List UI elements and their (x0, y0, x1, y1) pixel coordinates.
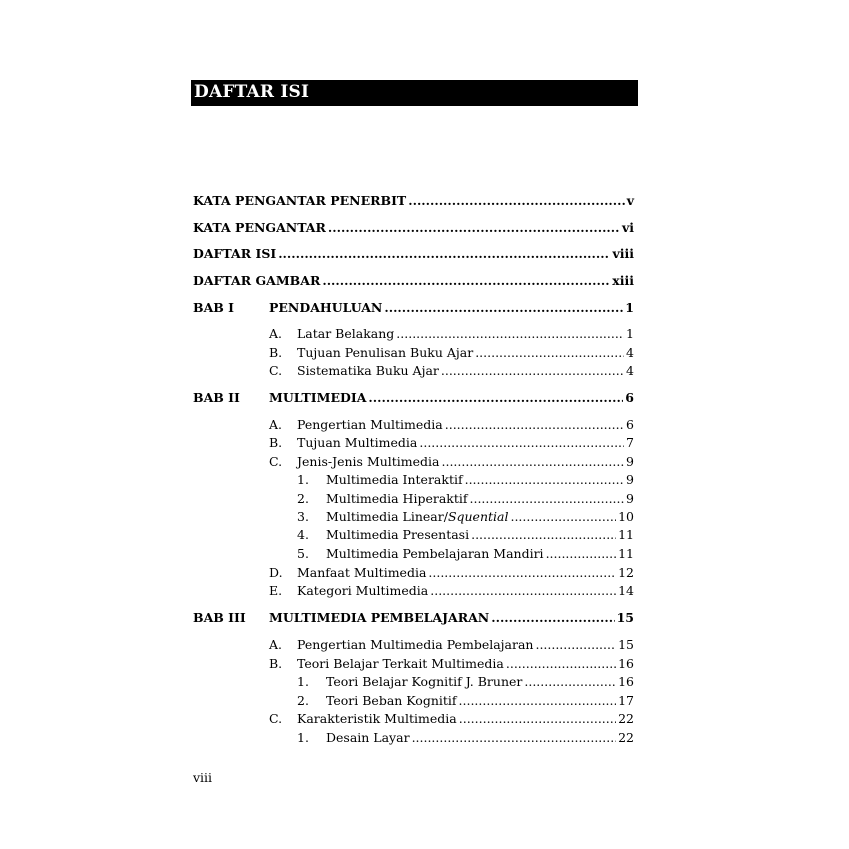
toc-entry-front[interactable] (193, 220, 634, 235)
toc-entry-page: 1 (625, 300, 634, 315)
toc-entry-label: Teori Belajar Kognitif J. Bruner (326, 674, 523, 689)
dot-leader (491, 610, 614, 625)
toc-entry-label: Multimedia Hiperaktif (326, 491, 468, 506)
toc-entry-label: KATA PENGANTAR (193, 220, 326, 235)
toc-entry-label: Sistematika Buku Ajar (297, 363, 439, 378)
toc-entry-label: Teori Beban Kognitif (326, 693, 457, 708)
toc-entry-section[interactable] (297, 583, 634, 598)
page-title: DAFTAR ISI (194, 82, 310, 102)
toc-entry-page: 17 (618, 693, 634, 708)
toc-entry-chapter[interactable] (269, 300, 634, 315)
toc-entry-page: 11 (618, 527, 634, 542)
dot-leader (506, 656, 616, 671)
toc-entry-label: Multimedia Presentasi (326, 527, 470, 542)
toc-entry-section[interactable] (297, 326, 634, 341)
toc-entry-page: 9 (626, 491, 634, 506)
toc-entry-subsection[interactable] (326, 509, 634, 524)
toc-entry-page: 16 (618, 674, 634, 689)
dot-leader (419, 435, 624, 450)
toc-entry-section[interactable] (297, 454, 634, 469)
toc-entry-subsection[interactable] (326, 491, 634, 506)
toc-entry-page: v (626, 193, 634, 208)
toc-item-marker: 1. (297, 472, 309, 487)
dot-leader (368, 390, 623, 405)
toc-item-marker: D. (269, 565, 283, 580)
toc-entry-page: 4 (626, 345, 634, 360)
toc-item-marker: B. (269, 435, 283, 450)
toc-entry-front[interactable] (193, 246, 634, 261)
toc-item-marker: C. (269, 454, 283, 469)
dot-leader (535, 637, 616, 652)
dot-leader (408, 193, 625, 208)
dot-leader (322, 273, 610, 288)
toc-entry-page: 1 (626, 326, 634, 341)
toc-entry-label: Tujuan Multimedia (297, 435, 418, 450)
dot-leader (328, 220, 620, 235)
toc-entry-section[interactable] (297, 565, 634, 580)
dot-leader (278, 246, 610, 261)
toc-entry-label-text: Multimedia Linear/ (326, 509, 448, 524)
toc-entry-page: 15 (616, 610, 634, 625)
toc-entry-label: DAFTAR ISI (193, 246, 277, 261)
dot-leader (459, 711, 616, 726)
toc-entry-section[interactable] (297, 435, 634, 450)
toc-entry-page: vi (621, 220, 634, 235)
chapter-number: BAB II (193, 390, 240, 405)
toc-entry-page: 11 (618, 546, 634, 561)
toc-entry-label: Multimedia Pembelajaran Mandiri (326, 546, 544, 561)
toc-entry-page: 15 (618, 637, 634, 652)
dot-leader (384, 300, 623, 315)
toc-entry-page: 12 (618, 565, 634, 580)
toc-item-marker: A. (269, 637, 283, 652)
dot-leader (445, 417, 624, 432)
toc-item-marker: A. (269, 417, 283, 432)
toc-entry-label: Pengertian Multimedia (297, 417, 443, 432)
toc-entry-section[interactable] (297, 637, 634, 652)
toc-entry-label: Latar Belakang (297, 326, 395, 341)
page-number: viii (193, 770, 213, 785)
dot-leader (428, 565, 616, 580)
toc-item-marker: 5. (297, 546, 309, 561)
dot-leader (430, 583, 616, 598)
dot-leader (471, 527, 616, 542)
toc-entry-subsection[interactable] (326, 693, 634, 708)
toc-item-marker: C. (269, 363, 283, 378)
toc-entry-page: 9 (626, 472, 634, 487)
dot-leader (475, 345, 624, 360)
toc-item-marker: 4. (297, 527, 309, 542)
dot-leader (442, 454, 625, 469)
toc-entry-front[interactable] (193, 273, 634, 288)
toc-entry-subsection[interactable] (326, 527, 634, 542)
toc-entry-page: 14 (618, 583, 634, 598)
toc-entry-page: 22 (618, 711, 634, 726)
toc-item-marker: 2. (297, 693, 309, 708)
toc-entry-section[interactable] (297, 656, 634, 671)
toc-item-marker: B. (269, 345, 283, 360)
toc-entry-label: Karakteristik Multimedia (297, 711, 457, 726)
chapter-number: BAB I (193, 300, 235, 315)
toc-entry-page: 4 (626, 363, 634, 378)
chapter-title: PENDAHULUAN (269, 300, 383, 315)
toc-entry-page: 9 (626, 454, 634, 469)
toc-entry-subsection[interactable] (326, 674, 634, 689)
toc-entry-label: Multimedia Interaktif (326, 472, 463, 487)
toc-entry-page: xiii (612, 273, 634, 288)
toc-entry-section[interactable] (297, 417, 634, 432)
toc-item-marker: B. (269, 656, 283, 671)
toc-entry-page: 22 (618, 730, 634, 745)
toc-entry-label: Desain Layar (326, 730, 410, 745)
toc-entry-page: 6 (626, 417, 634, 432)
toc-entry-label: Teori Belajar Terkait Multimedia (297, 656, 504, 671)
toc-item-marker: 3. (297, 509, 309, 524)
toc-entry-section[interactable] (297, 711, 634, 726)
toc-item-marker: 2. (297, 491, 309, 506)
toc-entry-page: 16 (618, 656, 634, 671)
toc-entry-label: Kategori Multimedia (297, 583, 429, 598)
dot-leader (412, 730, 617, 745)
toc-entry-section[interactable] (297, 363, 634, 378)
dot-leader (441, 363, 624, 378)
toc-entry-label: Tujuan Penulisan Buku Ajar (297, 345, 474, 360)
toc-entry-label: Pengertian Multimedia Pembelajaran (297, 637, 534, 652)
dot-leader (510, 509, 616, 524)
dot-leader (465, 472, 624, 487)
dot-leader (546, 546, 617, 561)
toc-entry-label: Manfaat Multimedia (297, 565, 427, 580)
toc-entry-page: 6 (625, 390, 634, 405)
toc-item-marker: A. (269, 326, 283, 341)
toc-entry-label (326, 509, 508, 524)
toc-entry-label: Jenis-Jenis Multimedia (297, 454, 440, 469)
toc-entry-subsection[interactable] (326, 730, 634, 745)
dot-leader (396, 326, 624, 341)
toc-entry-chapter[interactable] (269, 390, 634, 405)
toc-entry-chapter[interactable] (269, 610, 634, 625)
toc-entry-label-italic: Squential (447, 509, 509, 524)
chapter-number: BAB III (193, 610, 246, 625)
toc-entry-page: 7 (626, 435, 634, 450)
toc-item-marker: 1. (297, 730, 309, 745)
toc-entry-page: viii (612, 246, 634, 261)
toc-header-bar (191, 80, 638, 106)
toc-entry-label: DAFTAR GAMBAR (193, 273, 321, 288)
toc-item-marker: 1. (297, 674, 309, 689)
chapter-title: MULTIMEDIA PEMBELAJARAN (269, 610, 490, 625)
toc-entry-label: KATA PENGANTAR PENERBIT (193, 193, 407, 208)
dot-leader (459, 693, 617, 708)
dot-leader (524, 674, 616, 689)
chapter-title: MULTIMEDIA (269, 390, 367, 405)
toc-entry-section[interactable] (297, 345, 634, 360)
toc-entry-front[interactable] (193, 193, 634, 208)
toc-item-marker: E. (269, 583, 283, 598)
toc-entry-page: 10 (618, 509, 634, 524)
dot-leader (470, 491, 625, 506)
toc-item-marker: C. (269, 711, 283, 726)
toc-entry-subsection[interactable] (326, 546, 634, 561)
toc-entry-subsection[interactable] (326, 472, 634, 487)
